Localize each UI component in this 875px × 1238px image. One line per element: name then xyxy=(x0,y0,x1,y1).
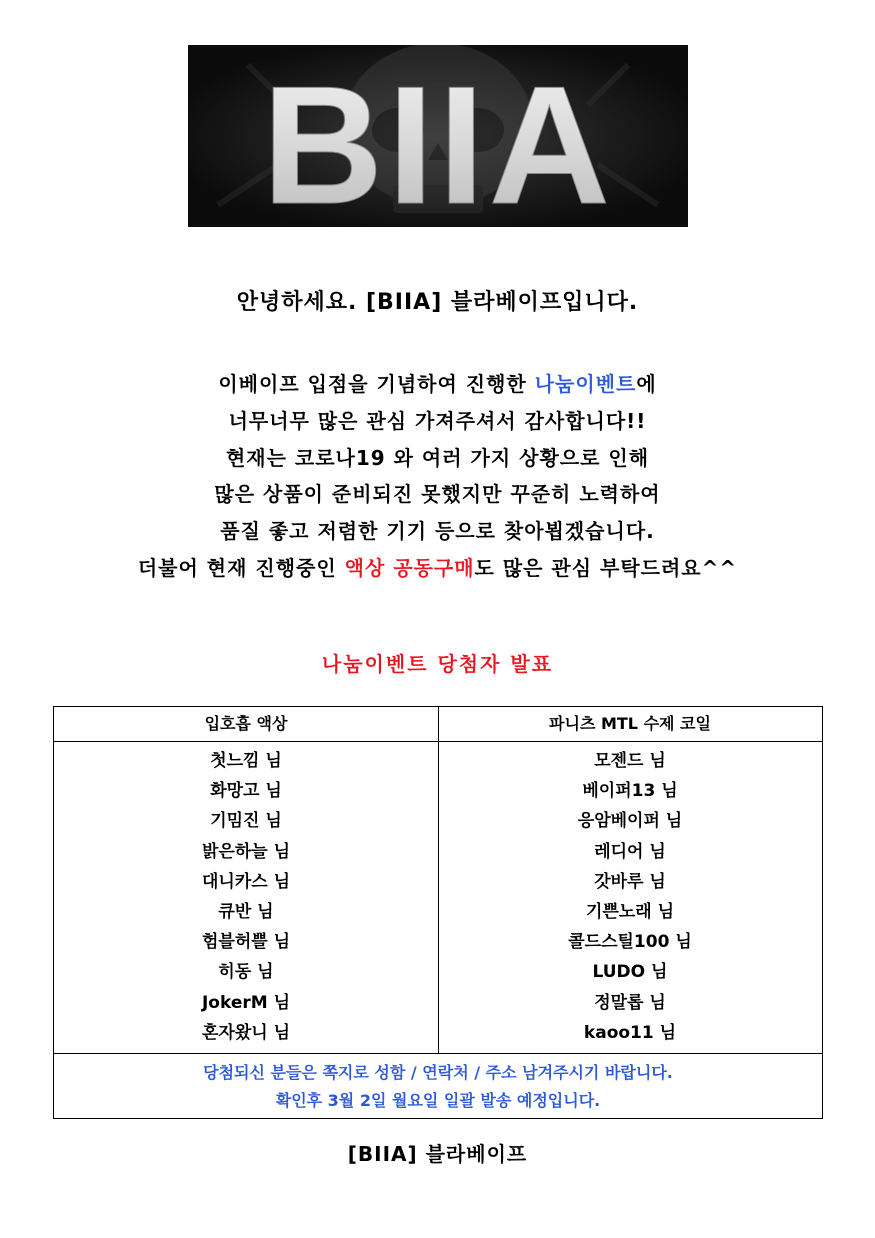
winner-name: 베이퍼13 님 xyxy=(582,781,678,802)
winner-name: 첫느낌 님 xyxy=(210,751,282,771)
winners-announcement-title: 나눔이벤트 당첨자 발표 xyxy=(321,652,554,676)
coil-winner-list xyxy=(438,746,822,1048)
winner-name: 큐반 님 xyxy=(218,901,274,922)
column-header-coil: 파니츠 MTL 수제 코일 xyxy=(549,714,711,733)
column-header-liquid: 입호흡 액상 xyxy=(204,714,288,733)
message-body xyxy=(0,366,875,587)
message-text: 에 xyxy=(636,372,657,396)
footer-divider xyxy=(54,1053,822,1054)
winner-name: 기쁜노래 님 xyxy=(585,901,675,922)
header-divider xyxy=(54,741,822,742)
winner-name: 혼자왔니 님 xyxy=(201,1022,291,1043)
brand-banner xyxy=(188,45,688,227)
winner-name: 밝은하늘 님 xyxy=(201,841,291,862)
message-line-6 xyxy=(0,550,875,587)
winner-notice xyxy=(54,1059,822,1115)
message-line-3: 현재는 코로나19 와 여러 가지 상황으로 인해 xyxy=(225,445,650,470)
winner-name: 레디어 님 xyxy=(594,841,666,862)
signature: [BIIA] 블라베이프 xyxy=(347,1142,528,1166)
logo-text: BIIA xyxy=(262,51,614,227)
message-text: 이베이프 입점을 기념하여 진행한 xyxy=(218,372,535,396)
notice-line-1: 당첨되신 분들은 쪽지로 성함 / 연락처 / 주소 남겨주시기 바랍니다. xyxy=(203,1063,673,1082)
message-text: 도 많은 관심 부탁드려요^^ xyxy=(474,555,738,580)
liquid-winner-list xyxy=(54,746,438,1048)
winner-name: 정말롭 님 xyxy=(594,992,666,1013)
winner-name: 콜드스틸100 님 xyxy=(568,932,692,953)
winner-name: JokerM 님 xyxy=(201,992,291,1013)
message-text: 더불어 현재 진행중인 xyxy=(137,555,345,580)
winners-table xyxy=(53,706,823,1119)
winner-name: 대니카스 님 xyxy=(201,871,291,892)
greeting-heading: 안녕하세요. [BIIA] 블라베이프입니다. xyxy=(236,290,639,315)
message-line-5: 품질 좋고 저렴한 기기 등으로 찾아뵙겠습니다. xyxy=(220,519,655,544)
winner-name: 화망고 님 xyxy=(210,781,282,802)
winner-name: kaoo11 님 xyxy=(583,1022,677,1043)
winner-name: 험블허쁠 님 xyxy=(201,932,291,953)
group-buy-highlight: 액상 공동구매 xyxy=(344,555,475,580)
brand-logo xyxy=(188,45,688,227)
winner-name: 모젠드 님 xyxy=(594,751,666,771)
winner-name: 응암베이퍼 님 xyxy=(577,811,683,832)
message-line-4: 많은 상품이 준비되진 못했지만 꾸준히 노력하여 xyxy=(214,482,661,507)
event-highlight: 나눔이벤트 xyxy=(534,372,637,396)
winner-name: 갓바루 님 xyxy=(594,871,666,892)
message-line-2: 너무너무 많은 관심 가져주셔서 감사합니다!! xyxy=(228,408,647,433)
winner-name: 기밈진 님 xyxy=(210,811,282,832)
winner-name: LUDO 님 xyxy=(592,962,668,983)
winner-name: 히동 님 xyxy=(218,962,274,983)
message-line-1 xyxy=(0,366,875,403)
notice-line-2: 확인후 3월 2일 월요일 일괄 발송 예정입니다. xyxy=(275,1091,601,1110)
